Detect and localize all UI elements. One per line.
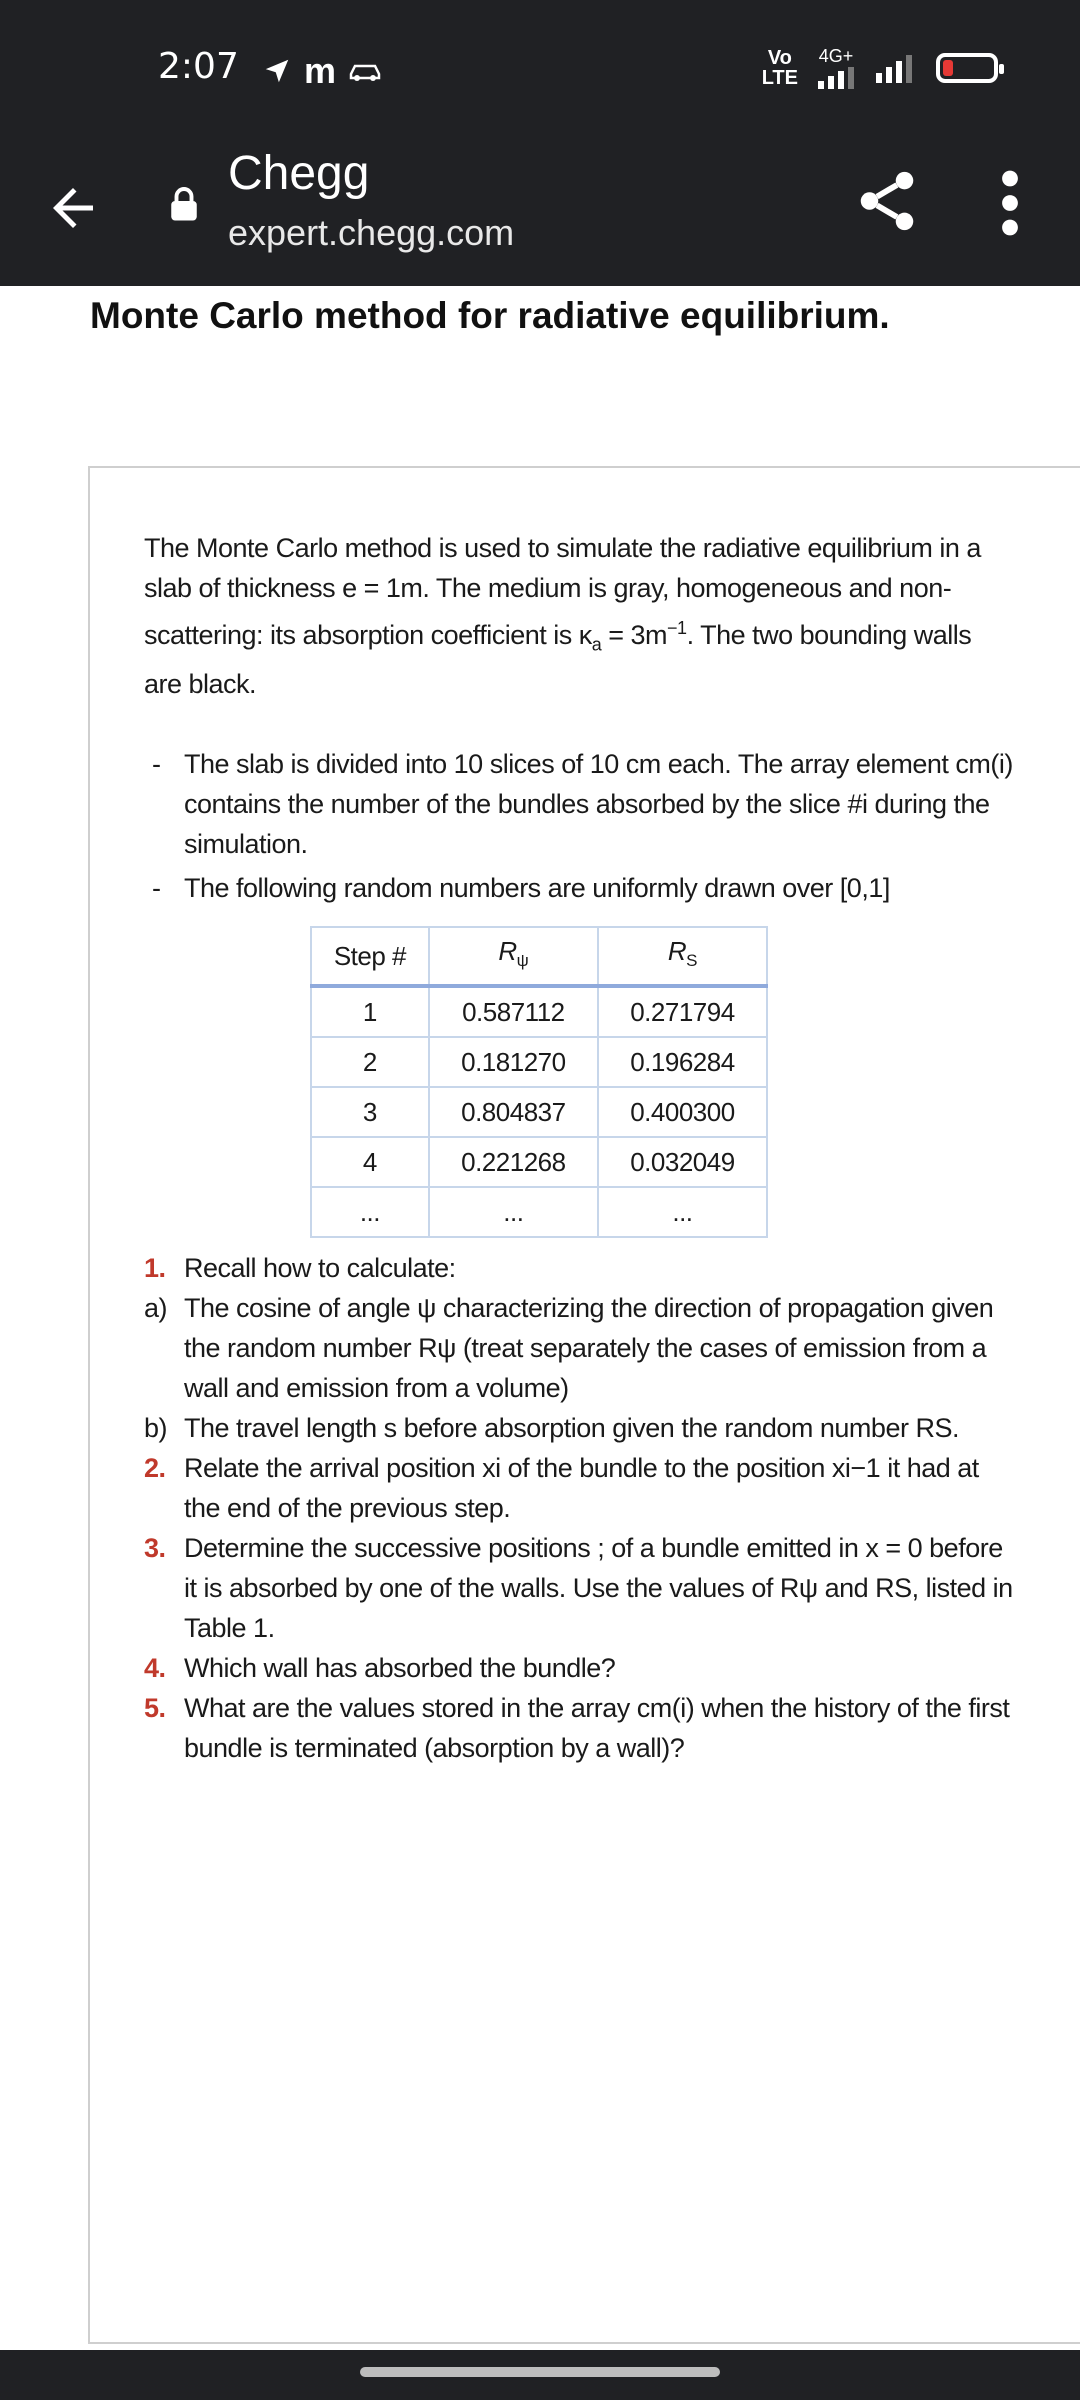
signal-strength-icon-1 xyxy=(816,67,856,89)
cell-rs: ... xyxy=(598,1187,767,1237)
table-row xyxy=(311,1037,767,1087)
table-row xyxy=(311,1187,767,1237)
bullet-item: - The slab is divided into 10 slices of 10 cm each. The array element cm(i) contains the number of the bundles absorbed by the slice #i during the simulation. xyxy=(144,744,1014,864)
header-rs: $R_S$ xyxy=(598,927,767,986)
site-title: Chegg xyxy=(228,147,370,200)
system-icons xyxy=(762,46,998,89)
gesture-handle[interactable] xyxy=(360,2367,720,2377)
random-numbers-table xyxy=(310,926,768,1238)
cell-rpsi: ... xyxy=(429,1187,598,1237)
back-arrow-icon[interactable] xyxy=(40,178,106,244)
table-row xyxy=(311,986,767,1037)
cell-rs: 0.196284 xyxy=(598,1037,767,1087)
question-text xyxy=(144,528,1014,1768)
signal-strength-icon-2 xyxy=(874,53,918,83)
navigation-arrow-icon xyxy=(262,56,292,86)
question-list xyxy=(144,1248,1014,1768)
cell-step: 3 xyxy=(311,1087,429,1137)
car-icon xyxy=(348,60,382,82)
question-item: 2. Relate the arrival position xi of the bundle to the position xi−1 it had at the end of the previous step. xyxy=(144,1453,979,1524)
question-item: a) The cosine of angle ψ characterizing the direction of propagation given the random number Rψ (treat separately the cases of emission from a wall and emission from a volume) xyxy=(144,1293,994,1404)
volte-indicator: Vo LTE xyxy=(761,46,798,89)
question-item: 1. Recall how to calculate: xyxy=(144,1253,456,1284)
battery-icon xyxy=(936,53,998,83)
question-document-image xyxy=(88,466,1080,2344)
network-4g-indicator: 4G+ xyxy=(816,46,856,89)
header-step: Step # xyxy=(311,927,429,986)
cell-rs: 0.400300 xyxy=(598,1087,767,1137)
cell-rs: 0.271794 xyxy=(598,986,767,1037)
cell-step: 2 xyxy=(311,1037,429,1087)
site-url[interactable]: expert.chegg.com xyxy=(228,212,515,253)
question-item: 5. What are the values stored in the array cm(i) when the history of the first bundle is terminated (absorption by a wall)? xyxy=(144,1693,1010,1764)
header-rpsi: $R_\psi$ xyxy=(429,927,598,986)
cell-step: 4 xyxy=(311,1137,429,1187)
more-options-icon[interactable] xyxy=(990,168,1030,238)
question-item: b) The travel length s before absorption given the random number RS. xyxy=(144,1413,959,1444)
table-row xyxy=(311,1087,767,1137)
messenger-m-icon: m xyxy=(304,50,337,91)
cell-step: 1 xyxy=(311,986,429,1037)
browser-app-bar xyxy=(0,140,1080,286)
bullet-list xyxy=(144,744,1014,908)
cell-step: ... xyxy=(311,1187,429,1237)
page-title: Monte Carlo method for radiative equilibrium. xyxy=(90,295,890,336)
lock-icon xyxy=(166,186,202,222)
notification-icons xyxy=(262,50,382,92)
table-row xyxy=(311,1137,767,1187)
share-icon[interactable] xyxy=(852,166,922,236)
clock: 2:07 xyxy=(158,46,239,87)
cell-rpsi: 0.804837 xyxy=(429,1087,598,1137)
cell-rpsi: 0.221268 xyxy=(429,1137,598,1187)
cell-rs: 0.032049 xyxy=(598,1137,767,1187)
intro-paragraph: The Monte Carlo method is used to simulate the radiative equilibrium in a slab of thickness e = 1m. The medium is gray, homogeneous and non-scattering: its absorption coefficient is $\kappa_a = 3m^{-1}$. The two bounding walls are black. xyxy=(144,533,981,700)
table-header-row xyxy=(311,927,767,986)
cell-rpsi: 0.587112 xyxy=(429,986,598,1037)
question-item: 4. Which wall has absorbed the bundle? xyxy=(144,1653,616,1684)
status-bar xyxy=(0,0,1080,140)
question-item: 3. Determine the successive positions ; of a bundle emitted in x = 0 before it is absorbed by one of the walls. Use the values of Rψ and RS, listed in Table 1. xyxy=(144,1533,1013,1644)
cell-rpsi: 0.181270 xyxy=(429,1037,598,1087)
bullet-item: - The following random numbers are uniformly drawn over [0,1] xyxy=(144,868,1014,908)
